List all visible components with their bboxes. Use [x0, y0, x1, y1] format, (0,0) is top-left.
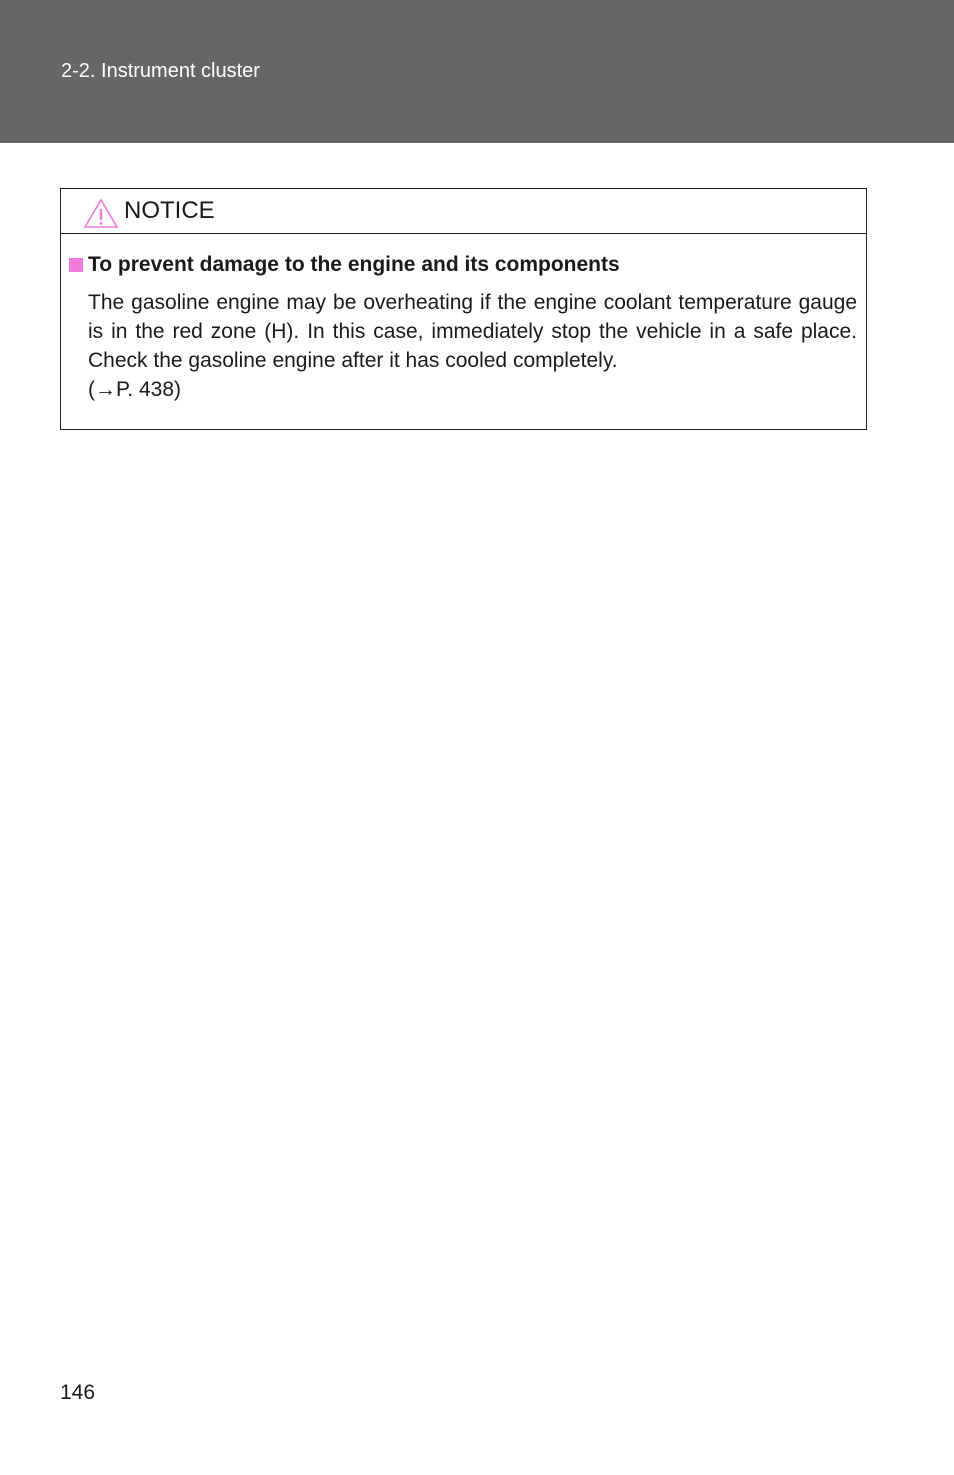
header-band	[0, 0, 954, 143]
page-reference-link[interactable]: (→P. 438)	[88, 378, 181, 401]
bullet-square-icon	[69, 258, 83, 272]
notice-box	[60, 188, 867, 430]
warning-triangle-icon	[83, 198, 119, 229]
notice-header	[61, 189, 866, 234]
page-number: 146	[60, 1381, 96, 1404]
notice-heading: To prevent damage to the engine and its components	[88, 253, 620, 276]
notice-body: The gasoline engine may be overheating if the engine coolant temperature gauge is in the red zone (H). In this case, immediately stop the vehicle in a safe place. Check the gasoline engine after it has cooled completely.	[88, 291, 857, 372]
notice-label: NOTICE	[124, 197, 215, 224]
section-title: 2-2. Instrument cluster	[61, 60, 260, 82]
